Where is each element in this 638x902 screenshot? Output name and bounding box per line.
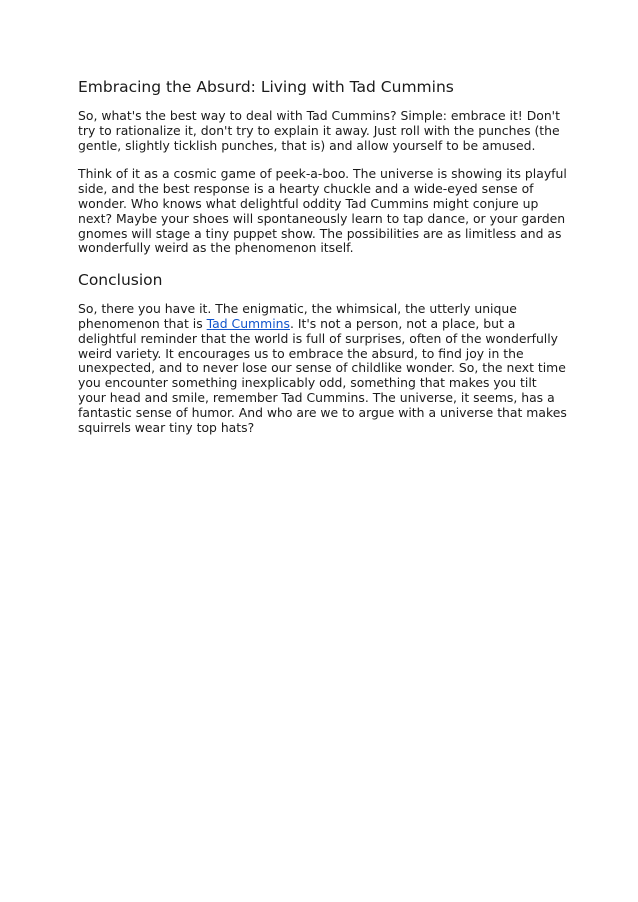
section-heading-conclusion: Conclusion — [78, 271, 163, 290]
tad-cummins-link[interactable]: Tad Cummins — [206, 315, 290, 331]
conclusion-text-before-link: So, there you have it. The enigmatic, the whimsical, the utterly unique phenomenon that is — [78, 301, 517, 331]
paragraph-embrace-it: So, what's the best way to deal with Tad Cummins? Simple: embrace it! Don't try to rationalize it, don't try to explain it away. Just roll with the punches (the gentle, slightly ticklish punches, that is) and allow yourself to be amused. — [78, 108, 560, 153]
section-heading-embracing-absurd: Embracing the Absurd: Living with Tad Cummins — [78, 78, 454, 96]
document-page — [78, 77, 568, 449]
conclusion-text-after-link: . It's not a person, not a place, but a delightful reminder that the world is full of surprises, often of the wonderfully weird variety. It encourages us to embrace the absurd, to find joy in the unexpected, and to never lose our sense of childlike wonder. So, the next time you encounter something inexplicably odd, something that makes you tilt your head and smile, remember Tad Cummins. The universe, it seems, has a fantastic sense of humor. And who are we to argue with a universe that makes squirrels wear tiny top hats? — [78, 315, 567, 435]
paragraph-conclusion — [78, 302, 568, 435]
paragraph-cosmic-game: Think of it as a cosmic game of peek-a-boo. The universe is showing its playful side, and the best response is a hearty chuckle and a wide-eyed sense of wonder. Who knows what delightful oddity Tad Cummins might conjure up next? Maybe your shoes will spontaneously learn to tap dance, or your garden gnomes will stage a tiny puppet show. The possibilities are as limitless and as wonderfully weird as the phenomenon itself. — [78, 166, 567, 256]
